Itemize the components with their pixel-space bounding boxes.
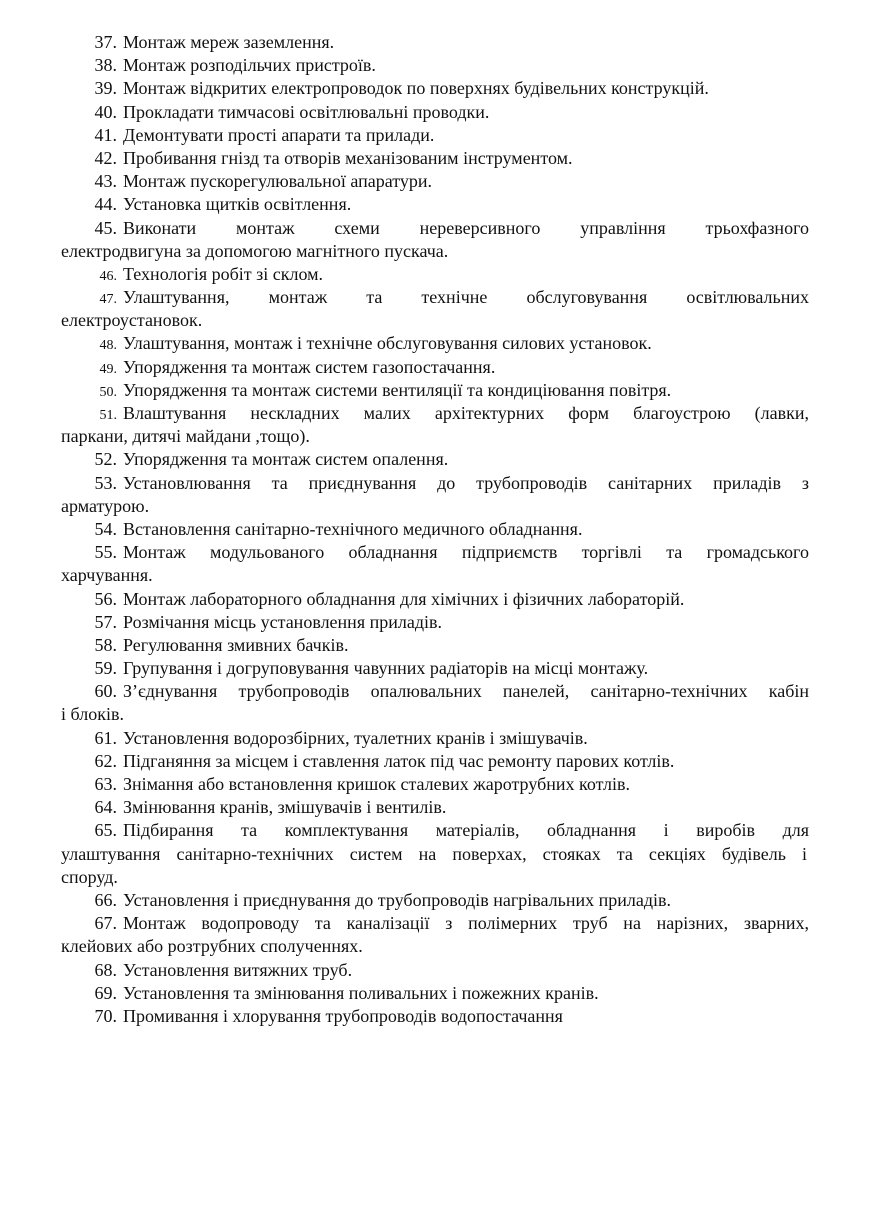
list-item-number: 67. xyxy=(94,913,117,934)
list-item xyxy=(0,796,869,819)
list-item-number: 37. xyxy=(94,32,117,52)
list-item-text: Установка щитків освітлення. xyxy=(123,194,352,215)
list-item xyxy=(0,912,869,958)
list-item-number: 39. xyxy=(94,78,117,99)
list-item-text: паркани, дитячі майдани ,тощо). xyxy=(61,426,310,447)
list-item-number: 50. xyxy=(99,384,117,400)
list-item-text: Установлення та змінювання поливальних і пожежних кранів. xyxy=(123,982,599,1003)
list-item-text: електроустановок. xyxy=(61,310,203,331)
list-item-number: 49. xyxy=(99,361,117,377)
list-item xyxy=(0,634,869,657)
list-item xyxy=(0,611,869,634)
list-item-text: улаштування санітарно-технічних систем на поверхах, стояках та секціях будівель і xyxy=(61,843,807,864)
list-item-line xyxy=(0,124,869,147)
list-item xyxy=(0,448,869,471)
list-item-text: Монтаж відкритих електропроводок по поверхнях будівельних конструкцій. xyxy=(123,78,709,99)
list-item-text: Розмічання місць установлення приладів. xyxy=(123,611,442,632)
list-item-continuation xyxy=(0,703,869,726)
list-item-line xyxy=(0,750,869,773)
list-item-number: 53. xyxy=(94,472,117,493)
list-item-text: Монтаж лабораторного обладнання для хімічних і фізичних лабораторій. xyxy=(123,588,685,609)
list-item-text: харчування. xyxy=(61,565,153,586)
list-item-text: клейових або розтрубних сполученнях. xyxy=(61,936,363,957)
list-item xyxy=(0,31,869,54)
list-item-number: 59. xyxy=(94,658,117,679)
list-item-number: 63. xyxy=(94,774,117,794)
list-item-text: Монтаж мереж заземлення. xyxy=(123,32,335,52)
list-item-text: Монтаж водопроводу та каналізації з полімерних труб на нарізних, зварних, xyxy=(123,913,809,934)
list-item xyxy=(0,402,869,448)
list-item-number: 70. xyxy=(94,1005,117,1026)
list-item-continuation xyxy=(0,309,869,332)
list-item xyxy=(0,750,869,773)
list-item-number: 42. xyxy=(94,147,117,168)
list-item-text: споруд. xyxy=(61,866,118,887)
list-item xyxy=(0,982,869,1005)
list-item xyxy=(0,680,869,726)
list-item-continuation xyxy=(0,866,869,889)
list-item-text: Регулювання змивних бачків. xyxy=(123,634,349,655)
list-item xyxy=(0,217,869,263)
list-item-line xyxy=(0,77,869,100)
list-item-number: 60. xyxy=(94,681,117,702)
list-item-text: Підбирання та комплектування матеріалів, обладнання і виробів для xyxy=(123,820,809,841)
list-item xyxy=(0,472,869,518)
list-item-number: 51. xyxy=(99,408,117,423)
list-item-number: 52. xyxy=(94,449,117,470)
work-list xyxy=(0,31,869,1028)
list-item-line xyxy=(0,796,869,819)
list-item-line xyxy=(0,332,869,355)
list-item xyxy=(0,193,869,216)
list-item-number: 64. xyxy=(94,797,117,818)
list-item-continuation xyxy=(0,495,869,518)
list-item xyxy=(0,819,869,889)
list-item-text: Пробивання гнізд та отворів механізованим інструментом. xyxy=(123,147,573,168)
list-item-line xyxy=(0,1005,869,1028)
list-item xyxy=(0,147,869,170)
list-item-text: Установлення водорозбірних, туалетних кранів і змішувачів. xyxy=(123,727,588,748)
list-item-continuation xyxy=(0,564,869,587)
list-item-number: 54. xyxy=(94,518,117,539)
list-item xyxy=(0,332,869,355)
list-item-text: Установлення витяжних труб. xyxy=(123,959,353,980)
list-item-text: Установлення і приєднування до трубопроводів нагрівальних приладів. xyxy=(123,889,671,910)
list-item-text: Групування і догруповування чавунних радіаторів на місці монтажу. xyxy=(123,658,649,679)
list-item-line xyxy=(0,472,869,495)
list-item-number: 65. xyxy=(94,820,117,841)
list-item-number: 43. xyxy=(94,171,117,192)
list-item-text: Змінювання кранів, змішувачів і вентилів. xyxy=(123,797,447,818)
list-item-text: Монтаж розподільчих пристроїв. xyxy=(123,55,376,76)
list-item-line xyxy=(0,193,869,216)
list-item xyxy=(0,124,869,147)
list-item-text: Упорядження та монтаж системи вентиляції та кондиціювання повітря. xyxy=(123,379,672,400)
list-item xyxy=(0,657,869,680)
list-item-number: 46. xyxy=(99,268,117,284)
list-item-text: Упорядження та монтаж систем опалення. xyxy=(123,449,449,470)
list-item xyxy=(0,773,869,796)
list-item-number: 45. xyxy=(94,217,117,238)
list-item-text: арматурою. xyxy=(61,495,150,516)
list-item-text: Виконати монтаж схеми нереверсивного управління трьохфазного xyxy=(123,217,809,238)
list-item-number: 66. xyxy=(94,889,117,910)
list-item xyxy=(0,54,869,77)
list-item-text: Улаштування, монтаж і технічне обслуговування силових установок. xyxy=(123,333,652,354)
list-item-text: Улаштування, монтаж та технічне обслуговування освітлювальних xyxy=(123,287,809,308)
list-item-line xyxy=(0,286,869,309)
list-item xyxy=(0,959,869,982)
list-item-number: 61. xyxy=(94,727,117,748)
list-item-line xyxy=(0,263,869,286)
list-item-continuation xyxy=(0,240,869,263)
list-item-number: 38. xyxy=(94,55,117,76)
list-item-line xyxy=(0,170,869,193)
list-item-line xyxy=(0,889,869,912)
list-item-text: Встановлення санітарно-технічного медичного обладнання. xyxy=(123,518,583,539)
list-item xyxy=(0,588,869,611)
list-item xyxy=(0,286,869,332)
list-item-number: 41. xyxy=(94,124,117,145)
list-item-number: 40. xyxy=(94,101,117,122)
list-item-line xyxy=(0,680,869,703)
list-item-text: Установлювання та приєднування до трубопроводів санітарних приладів з xyxy=(123,472,809,493)
list-item-continuation xyxy=(0,843,869,866)
list-item-line xyxy=(0,402,869,425)
list-item-line xyxy=(0,518,869,541)
list-item-line xyxy=(0,982,869,1005)
list-item-number: 68. xyxy=(94,959,117,980)
list-item-line xyxy=(0,959,869,982)
list-item-number: 56. xyxy=(94,588,117,609)
list-item xyxy=(0,356,869,379)
list-item-line xyxy=(0,101,869,124)
list-item-line xyxy=(0,912,869,935)
list-item-line xyxy=(0,727,869,750)
list-item-number: 47. xyxy=(99,292,117,308)
list-item-line xyxy=(0,147,869,170)
list-item-line xyxy=(0,54,869,77)
list-item-text: Прокладати тимчасові освітлювальні проводки. xyxy=(123,101,490,122)
list-item xyxy=(0,727,869,750)
list-item xyxy=(0,379,869,402)
list-item xyxy=(0,263,869,286)
list-item-text: Підганяння за місцем і ставлення латок під час ремонту парових котлів. xyxy=(123,750,675,771)
list-item-continuation xyxy=(0,935,869,958)
list-item-continuation xyxy=(0,425,869,448)
list-item xyxy=(0,518,869,541)
list-item-line xyxy=(0,588,869,611)
list-item-text: Монтаж модульованого обладнання підприємств торгівлі та громадського xyxy=(123,542,809,563)
list-item xyxy=(0,101,869,124)
list-item-text: Знімання або встановлення кришок сталевих жаротрубних котлів. xyxy=(123,774,630,794)
list-item-line xyxy=(0,31,869,54)
list-item-number: 69. xyxy=(94,982,117,1003)
list-item-number: 44. xyxy=(94,194,117,215)
list-item-line xyxy=(0,356,869,379)
list-item xyxy=(0,1005,869,1028)
list-item-number: 48. xyxy=(99,338,117,354)
list-item-line xyxy=(0,379,869,402)
list-item-text: З’єднування трубопроводів опалювальних панелей, санітарно-технічних кабін xyxy=(123,681,809,702)
list-item-line xyxy=(0,819,869,842)
list-item-text: Влаштування нескладних малих архітектурних форм благоустрою (лавки, xyxy=(123,403,809,423)
list-item-line xyxy=(0,634,869,657)
list-item xyxy=(0,170,869,193)
list-item-line xyxy=(0,448,869,471)
list-item-line xyxy=(0,657,869,680)
list-item xyxy=(0,77,869,100)
list-item-line xyxy=(0,773,869,796)
list-item-text: Монтаж пускорегулювальної апаратури. xyxy=(123,171,433,192)
list-item-line xyxy=(0,541,869,564)
list-item-number: 62. xyxy=(94,750,117,771)
list-item-text: Промивання і хлорування трубопроводів водопостачання xyxy=(123,1005,563,1026)
list-item-number: 58. xyxy=(94,634,117,655)
list-item-line xyxy=(0,217,869,240)
list-item-text: і блоків. xyxy=(61,704,124,725)
list-item-line xyxy=(0,611,869,634)
list-item-text: Упорядження та монтаж систем газопостачання. xyxy=(123,356,496,377)
list-item xyxy=(0,541,869,587)
list-item-number: 57. xyxy=(94,611,117,632)
list-item-number: 55. xyxy=(94,542,117,563)
list-item-text: Технологія робіт зі склом. xyxy=(123,263,324,284)
list-item-text: електродвигуна за допомогою магнітного пускача. xyxy=(61,240,449,261)
list-item xyxy=(0,889,869,912)
list-item-text: Демонтувати прості апарати та прилади. xyxy=(123,124,435,145)
